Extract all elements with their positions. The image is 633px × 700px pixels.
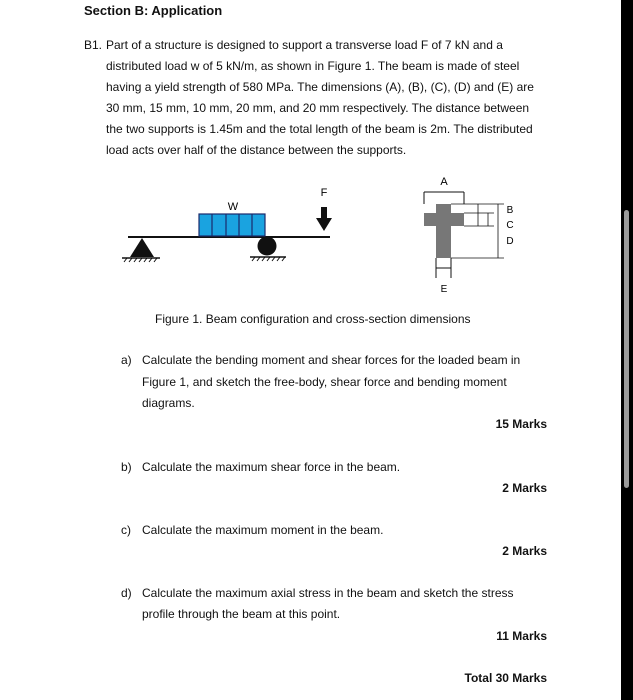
label-F: F [320, 187, 328, 199]
question-line: 30 mm, 15 mm, 10 mm, 20 mm, and 20 mm respectively. The distance between [106, 101, 530, 115]
label-A: A [440, 176, 448, 188]
dimension-E [436, 258, 451, 278]
part-a-label: a) [121, 353, 132, 367]
roller-support [250, 237, 286, 262]
part-a-line: diagrams. [142, 396, 195, 410]
dimension-BCD [451, 204, 504, 258]
part-a-marks: 15 Marks [495, 417, 547, 431]
t-section [424, 204, 464, 258]
question-line: distributed load w of 5 kN/m, as shown in Figure 1. The beam is made of steel [106, 59, 520, 73]
part-d-marks: 11 Marks [496, 629, 547, 643]
part-d-label: d) [121, 586, 132, 600]
section-title: Section B: Application [84, 3, 223, 18]
question-line: having a yield strength of 580 MPa. The dimensions (A), (B), (C), (D) and (E) are [106, 80, 534, 94]
label-C: C [506, 220, 514, 231]
scrollbar-thumb[interactable] [624, 210, 629, 488]
part-d-line: profile through the beam at this point. [142, 607, 341, 621]
beam-figure [0, 0, 621, 310]
part-a-line: Figure 1, and sketch the free-body, shear force and bending moment [142, 375, 507, 389]
part-c-line: Calculate the maximum moment in the beam. [142, 523, 384, 537]
pin-support [122, 238, 160, 262]
question-line: the two supports is 1.45m and the total length of the beam is 2m. The distributed [106, 122, 533, 136]
label-B: B [506, 205, 514, 216]
part-b-label: b) [121, 460, 132, 474]
total-marks: Total 30 Marks [464, 671, 547, 685]
part-a-line: Calculate the bending moment and shear forces for the loaded beam in [142, 353, 521, 367]
figure-caption: Figure 1. Beam configuration and cross-section dimensions [155, 312, 471, 326]
dimension-A [424, 192, 464, 204]
distributed-load [199, 214, 265, 236]
question-line: load acts over half of the distance between the supports. [106, 143, 407, 157]
part-c-marks: 2 Marks [502, 544, 547, 558]
label-D: D [506, 236, 514, 247]
part-d-line: Calculate the maximum axial stress in the beam and sketch the stress [142, 586, 514, 600]
label-E: E [440, 284, 448, 295]
label-w: W [227, 201, 239, 213]
point-load-arrow [316, 207, 332, 231]
part-b-line: Calculate the maximum shear force in the beam. [142, 460, 401, 474]
question-line: Part of a structure is designed to support a transverse load F of 7 kN and a [106, 38, 503, 52]
part-b-marks: 2 Marks [502, 481, 547, 495]
question-number: B1. [84, 38, 103, 52]
part-c-label: c) [121, 523, 131, 537]
